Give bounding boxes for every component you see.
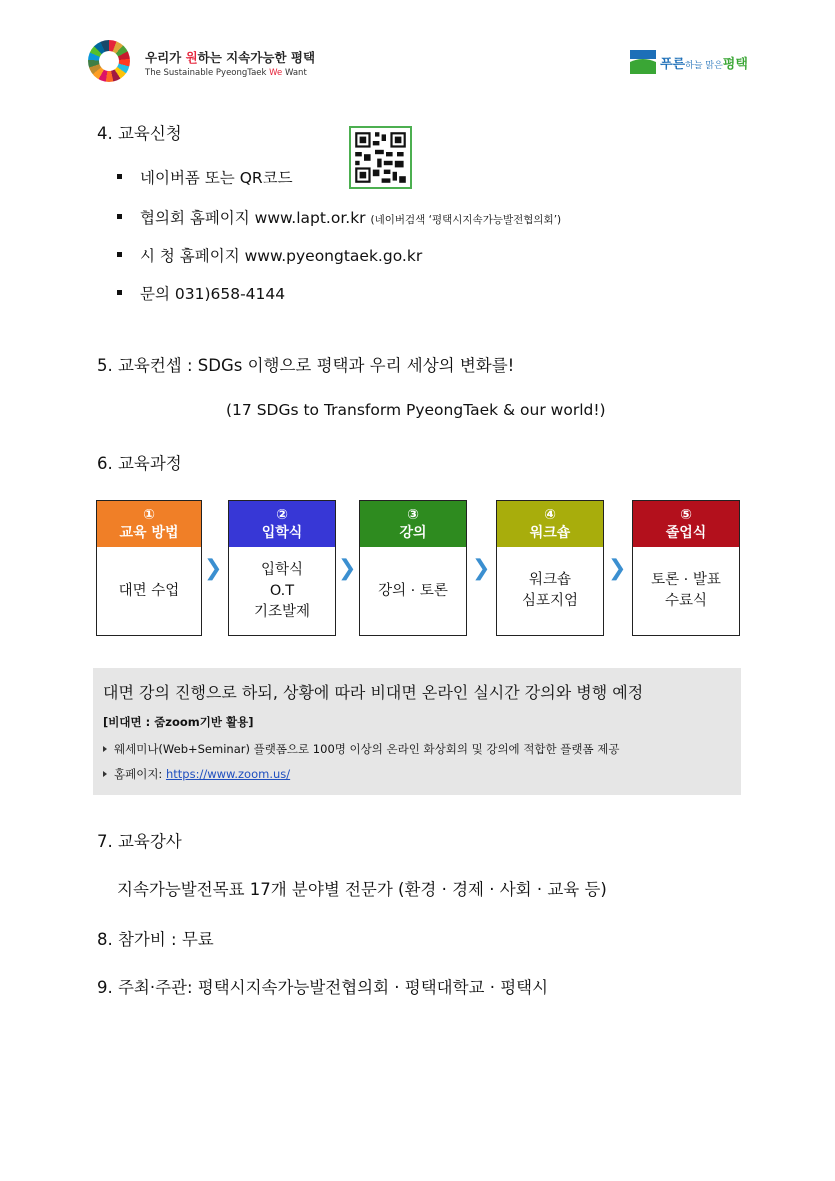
section6-heading: 6. 교육과정 <box>97 454 182 473</box>
naver-search-note: (네이버검색 ‘평택시지속가능발전협의회’) <box>370 214 562 226</box>
step-body: 대면 수업 <box>118 582 180 599</box>
sdgs-wheel-logo <box>88 40 130 82</box>
bullet-square-icon <box>117 252 122 257</box>
process-step-entrance <box>228 500 336 636</box>
step-body: 강의 · 토론 <box>378 582 448 599</box>
pyeongtaek-city-logo <box>630 48 748 78</box>
chevron-right-icon: ❯ <box>608 556 627 581</box>
notice-main-text: 대면 강의 진행으로 하되, 상황에 따라 비대면 온라인 실시간 강의와 병행 예정 <box>103 683 644 702</box>
bullet-square-icon <box>117 214 122 219</box>
bullet-square-icon <box>117 290 122 295</box>
process-step-graduation <box>632 500 740 636</box>
section7-heading: 7. 교육강사 <box>97 832 182 851</box>
section5-subheading: (17 SDGs to Transform PyeongTaek & our world!) <box>226 401 606 419</box>
chevron-right-icon: ❯ <box>338 556 357 581</box>
step-body: 토론 · 발표 수료식 <box>651 572 721 609</box>
list-item: 웨세미나(Web+Seminar) 플랫폼으로 100명 이상의 온라인 화상회의 및 강의에 적합한 플랫폼 제공 <box>103 741 620 757</box>
section8-heading: 8. 참가비 : 무료 <box>97 930 214 949</box>
process-step-lecture <box>359 500 467 636</box>
step-header: ④ 워크숍 <box>497 501 603 547</box>
brand-title-kr: 우리가 원하는 지속가능한 평택 <box>145 50 316 65</box>
step-header: ① 교육 방법 <box>97 501 201 547</box>
bullet-square-icon <box>117 174 122 179</box>
list-item: 협의회 홈페이지 www.lapt.or.kr (네이버검색 ‘평택시지속가능발전협의회’) <box>117 206 561 228</box>
section5-heading: 5. 교육컨셉 : SDGs 이행으로 평택과 우리 세상의 변화를! <box>97 356 515 375</box>
step-body: 워크숍 심포지엄 <box>521 572 579 609</box>
chevron-right-icon: ❯ <box>204 556 223 581</box>
bullet-triangle-icon <box>103 771 107 777</box>
list-item: 홈페이지: https://www.zoom.us/ <box>103 766 290 782</box>
list-item: 네이버폼 또는 QR코드 <box>117 166 293 188</box>
zoom-link[interactable]: https://www.zoom.us/ <box>165 767 291 781</box>
list-item: 시 청 홈페이지 www.pyeongtaek.go.kr <box>117 244 422 266</box>
list-item: 문의 031)658-4144 <box>117 282 285 304</box>
step-header: ⑤ 졸업식 <box>633 501 739 547</box>
brand-title-en: The Sustainable PyeongTaek We Want <box>145 68 307 78</box>
bullet-triangle-icon <box>103 746 107 752</box>
section4-heading: 4. 교육신청 <box>97 124 182 143</box>
step-body: 입학식 O.T 기조발제 <box>253 561 311 620</box>
process-step-workshop <box>496 500 604 636</box>
qr-code-icon[interactable] <box>349 126 412 189</box>
section7-body: 지속가능발전목표 17개 분야별 전문가 (환경 · 경제 · 사회 · 교육 등) <box>117 880 607 899</box>
city-logo-text: 푸른하늘 맑은평택 <box>660 57 748 72</box>
chevron-right-icon: ❯ <box>472 556 491 581</box>
step-header: ② 입학식 <box>229 501 335 547</box>
city-mark-icon <box>630 50 656 74</box>
section9-heading: 9. 주최·주관: 평택시지속가능발전협의회 · 평택대학교 · 평택시 <box>97 978 549 997</box>
step-header: ③ 강의 <box>360 501 466 547</box>
notice-bold-label: [비대면 : 줌zoom기반 활용] <box>103 715 254 729</box>
process-step-method <box>96 500 202 636</box>
